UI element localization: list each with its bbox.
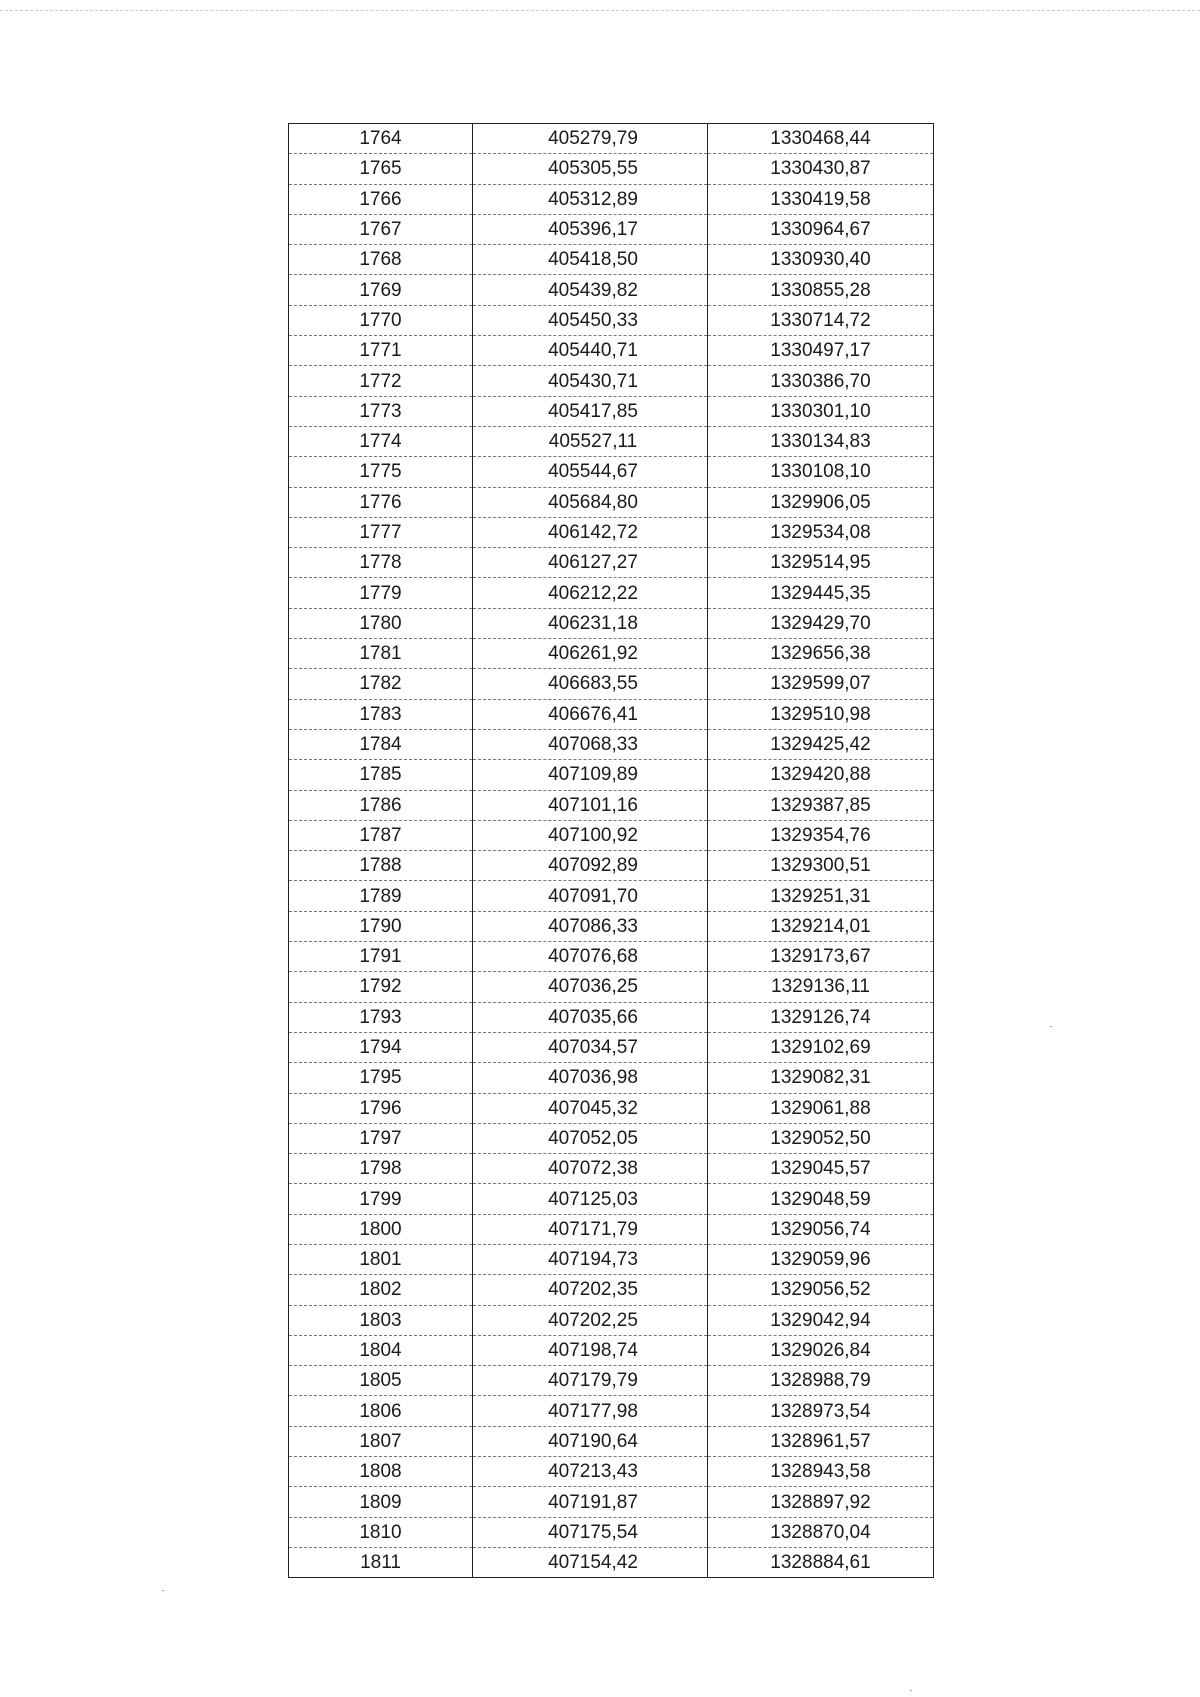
y-coordinate-cell: 1329102,69 <box>708 1032 934 1062</box>
point-number-cell: 1778 <box>289 548 473 578</box>
table-row <box>289 729 934 759</box>
point-number-cell: 1806 <box>289 1396 473 1426</box>
point-number-cell: 1788 <box>289 851 473 881</box>
point-number-cell: 1769 <box>289 275 473 305</box>
x-coordinate-cell: 407100,92 <box>473 820 708 850</box>
table-row <box>289 578 934 608</box>
x-coordinate-cell: 405544,67 <box>473 457 708 487</box>
table-row <box>289 305 934 335</box>
x-coordinate-cell: 407086,33 <box>473 911 708 941</box>
y-coordinate-cell: 1329056,74 <box>708 1214 934 1244</box>
y-coordinate-cell: 1329300,51 <box>708 851 934 881</box>
x-coordinate-cell: 407175,54 <box>473 1517 708 1547</box>
x-coordinate-cell: 407125,03 <box>473 1184 708 1214</box>
y-coordinate-cell: 1330930,40 <box>708 245 934 275</box>
y-coordinate-cell: 1329052,50 <box>708 1123 934 1153</box>
point-number-cell: 1800 <box>289 1214 473 1244</box>
point-number-cell: 1791 <box>289 942 473 972</box>
point-number-cell: 1810 <box>289 1517 473 1547</box>
y-coordinate-cell: 1329026,84 <box>708 1335 934 1365</box>
table-row <box>289 1154 934 1184</box>
y-coordinate-cell: 1329056,52 <box>708 1275 934 1305</box>
x-coordinate-cell: 407213,43 <box>473 1457 708 1487</box>
table-row <box>289 124 934 154</box>
x-coordinate-cell: 405396,17 <box>473 214 708 244</box>
table-row <box>289 699 934 729</box>
x-coordinate-cell: 407177,98 <box>473 1396 708 1426</box>
x-coordinate-cell: 407198,74 <box>473 1335 708 1365</box>
y-coordinate-cell: 1329061,88 <box>708 1093 934 1123</box>
point-number-cell: 1772 <box>289 366 473 396</box>
y-coordinate-cell: 1328897,92 <box>708 1487 934 1517</box>
y-coordinate-cell: 1329534,08 <box>708 517 934 547</box>
table-row <box>289 214 934 244</box>
table-row <box>289 851 934 881</box>
y-coordinate-cell: 1330714,72 <box>708 305 934 335</box>
y-coordinate-cell: 1329656,38 <box>708 639 934 669</box>
y-coordinate-cell: 1330855,28 <box>708 275 934 305</box>
point-number-cell: 1792 <box>289 972 473 1002</box>
y-coordinate-cell: 1330964,67 <box>708 214 934 244</box>
point-number-cell: 1808 <box>289 1457 473 1487</box>
y-coordinate-cell: 1329045,57 <box>708 1154 934 1184</box>
x-coordinate-cell: 405279,79 <box>473 124 708 154</box>
table-row <box>289 154 934 184</box>
x-coordinate-cell: 405450,33 <box>473 305 708 335</box>
point-number-cell: 1790 <box>289 911 473 941</box>
x-coordinate-cell: 407154,42 <box>473 1547 708 1577</box>
point-number-cell: 1771 <box>289 336 473 366</box>
x-coordinate-cell: 405417,85 <box>473 396 708 426</box>
point-number-cell: 1783 <box>289 699 473 729</box>
y-coordinate-cell: 1329214,01 <box>708 911 934 941</box>
table-row <box>289 1305 934 1335</box>
x-coordinate-cell: 407202,25 <box>473 1305 708 1335</box>
table-row <box>289 184 934 214</box>
table-row <box>289 275 934 305</box>
x-coordinate-cell: 407202,35 <box>473 1275 708 1305</box>
y-coordinate-cell: 1329173,67 <box>708 942 934 972</box>
y-coordinate-cell: 1329425,42 <box>708 729 934 759</box>
y-coordinate-cell: 1328961,57 <box>708 1426 934 1456</box>
y-coordinate-cell: 1329126,74 <box>708 1002 934 1032</box>
y-coordinate-cell: 1328988,79 <box>708 1366 934 1396</box>
scan-top-edge-line <box>0 10 1200 11</box>
y-coordinate-cell: 1329251,31 <box>708 881 934 911</box>
x-coordinate-cell: 406231,18 <box>473 608 708 638</box>
x-coordinate-cell: 405684,80 <box>473 487 708 517</box>
table-row <box>289 1487 934 1517</box>
point-number-cell: 1779 <box>289 578 473 608</box>
table-row <box>289 1457 934 1487</box>
x-coordinate-cell: 407034,57 <box>473 1032 708 1062</box>
table-row <box>289 881 934 911</box>
point-number-cell: 1764 <box>289 124 473 154</box>
x-coordinate-cell: 407072,38 <box>473 1154 708 1184</box>
y-coordinate-cell: 1328943,58 <box>708 1457 934 1487</box>
table-row <box>289 1517 934 1547</box>
point-number-cell: 1781 <box>289 639 473 669</box>
point-number-cell: 1802 <box>289 1275 473 1305</box>
point-number-cell: 1804 <box>289 1335 473 1365</box>
table-row <box>289 336 934 366</box>
x-coordinate-cell: 406127,27 <box>473 548 708 578</box>
y-coordinate-cell: 1329082,31 <box>708 1063 934 1093</box>
y-coordinate-cell: 1329048,59 <box>708 1184 934 1214</box>
point-number-cell: 1789 <box>289 881 473 911</box>
x-coordinate-cell: 405312,89 <box>473 184 708 214</box>
x-coordinate-cell: 407091,70 <box>473 881 708 911</box>
x-coordinate-cell: 407092,89 <box>473 851 708 881</box>
table-row <box>289 1093 934 1123</box>
x-coordinate-cell: 405440,71 <box>473 336 708 366</box>
y-coordinate-cell: 1329599,07 <box>708 669 934 699</box>
table-row <box>289 1426 934 1456</box>
scan-speck <box>1050 1026 1052 1027</box>
x-coordinate-cell: 405305,55 <box>473 154 708 184</box>
point-number-cell: 1775 <box>289 457 473 487</box>
table-row <box>289 790 934 820</box>
table-row <box>289 487 934 517</box>
y-coordinate-cell: 1330134,83 <box>708 426 934 456</box>
table-row <box>289 426 934 456</box>
y-coordinate-cell: 1330419,58 <box>708 184 934 214</box>
table-row <box>289 517 934 547</box>
table-row <box>289 1366 934 1396</box>
point-number-cell: 1784 <box>289 729 473 759</box>
point-number-cell: 1780 <box>289 608 473 638</box>
y-coordinate-cell: 1329387,85 <box>708 790 934 820</box>
table-row <box>289 1002 934 1032</box>
x-coordinate-cell: 407045,32 <box>473 1093 708 1123</box>
coordinates-table <box>288 123 934 1578</box>
y-coordinate-cell: 1329059,96 <box>708 1244 934 1274</box>
scan-speck <box>162 1590 164 1591</box>
table-row <box>289 942 934 972</box>
point-number-cell: 1809 <box>289 1487 473 1517</box>
x-coordinate-cell: 407194,73 <box>473 1244 708 1274</box>
point-number-cell: 1803 <box>289 1305 473 1335</box>
table-row <box>289 457 934 487</box>
y-coordinate-cell: 1329042,94 <box>708 1305 934 1335</box>
y-coordinate-cell: 1328973,54 <box>708 1396 934 1426</box>
x-coordinate-cell: 407036,98 <box>473 1063 708 1093</box>
table-row <box>289 1244 934 1274</box>
y-coordinate-cell: 1329514,95 <box>708 548 934 578</box>
x-coordinate-cell: 406676,41 <box>473 699 708 729</box>
point-number-cell: 1786 <box>289 790 473 820</box>
x-coordinate-cell: 405527,11 <box>473 426 708 456</box>
point-number-cell: 1811 <box>289 1547 473 1577</box>
x-coordinate-cell: 407035,66 <box>473 1002 708 1032</box>
point-number-cell: 1774 <box>289 426 473 456</box>
point-number-cell: 1801 <box>289 1244 473 1274</box>
x-coordinate-cell: 407190,64 <box>473 1426 708 1456</box>
x-coordinate-cell: 405439,82 <box>473 275 708 305</box>
point-number-cell: 1793 <box>289 1002 473 1032</box>
y-coordinate-cell: 1330497,17 <box>708 336 934 366</box>
table-row <box>289 1032 934 1062</box>
table-row <box>289 1214 934 1244</box>
table-row <box>289 1063 934 1093</box>
point-number-cell: 1782 <box>289 669 473 699</box>
table-row <box>289 760 934 790</box>
table-row <box>289 639 934 669</box>
point-number-cell: 1768 <box>289 245 473 275</box>
y-coordinate-cell: 1329420,88 <box>708 760 934 790</box>
scan-speck <box>910 1690 912 1691</box>
x-coordinate-cell: 406261,92 <box>473 639 708 669</box>
table-row <box>289 911 934 941</box>
point-number-cell: 1807 <box>289 1426 473 1456</box>
y-coordinate-cell: 1328870,04 <box>708 1517 934 1547</box>
point-number-cell: 1773 <box>289 396 473 426</box>
y-coordinate-cell: 1329354,76 <box>708 820 934 850</box>
x-coordinate-cell: 407191,87 <box>473 1487 708 1517</box>
coordinates-table-body <box>289 124 934 1578</box>
point-number-cell: 1765 <box>289 154 473 184</box>
table-row <box>289 669 934 699</box>
table-row <box>289 548 934 578</box>
table-row <box>289 972 934 1002</box>
table-row <box>289 820 934 850</box>
y-coordinate-cell: 1329429,70 <box>708 608 934 638</box>
x-coordinate-cell: 406212,22 <box>473 578 708 608</box>
x-coordinate-cell: 406683,55 <box>473 669 708 699</box>
y-coordinate-cell: 1328884,61 <box>708 1547 934 1577</box>
x-coordinate-cell: 407179,79 <box>473 1366 708 1396</box>
y-coordinate-cell: 1330430,87 <box>708 154 934 184</box>
table-row <box>289 366 934 396</box>
x-coordinate-cell: 407076,68 <box>473 942 708 972</box>
point-number-cell: 1799 <box>289 1184 473 1214</box>
table-row <box>289 1275 934 1305</box>
point-number-cell: 1766 <box>289 184 473 214</box>
x-coordinate-cell: 405418,50 <box>473 245 708 275</box>
x-coordinate-cell: 407036,25 <box>473 972 708 1002</box>
point-number-cell: 1776 <box>289 487 473 517</box>
x-coordinate-cell: 405430,71 <box>473 366 708 396</box>
table-row <box>289 1547 934 1577</box>
y-coordinate-cell: 1330468,44 <box>708 124 934 154</box>
point-number-cell: 1795 <box>289 1063 473 1093</box>
y-coordinate-cell: 1329445,35 <box>708 578 934 608</box>
point-number-cell: 1767 <box>289 214 473 244</box>
table-row <box>289 1396 934 1426</box>
point-number-cell: 1797 <box>289 1123 473 1153</box>
x-coordinate-cell: 407052,05 <box>473 1123 708 1153</box>
point-number-cell: 1787 <box>289 820 473 850</box>
y-coordinate-cell: 1330301,10 <box>708 396 934 426</box>
point-number-cell: 1785 <box>289 760 473 790</box>
point-number-cell: 1794 <box>289 1032 473 1062</box>
point-number-cell: 1796 <box>289 1093 473 1123</box>
table-row <box>289 608 934 638</box>
point-number-cell: 1777 <box>289 517 473 547</box>
point-number-cell: 1805 <box>289 1366 473 1396</box>
table-row <box>289 245 934 275</box>
x-coordinate-cell: 407171,79 <box>473 1214 708 1244</box>
point-number-cell: 1798 <box>289 1154 473 1184</box>
table-row <box>289 396 934 426</box>
table-row <box>289 1335 934 1365</box>
point-number-cell: 1770 <box>289 305 473 335</box>
y-coordinate-cell: 1330386,70 <box>708 366 934 396</box>
y-coordinate-cell: 1329136,11 <box>708 972 934 1002</box>
table-row <box>289 1123 934 1153</box>
y-coordinate-cell: 1329510,98 <box>708 699 934 729</box>
x-coordinate-cell: 406142,72 <box>473 517 708 547</box>
x-coordinate-cell: 407101,16 <box>473 790 708 820</box>
table-row <box>289 1184 934 1214</box>
y-coordinate-cell: 1329906,05 <box>708 487 934 517</box>
y-coordinate-cell: 1330108,10 <box>708 457 934 487</box>
x-coordinate-cell: 407109,89 <box>473 760 708 790</box>
x-coordinate-cell: 407068,33 <box>473 729 708 759</box>
